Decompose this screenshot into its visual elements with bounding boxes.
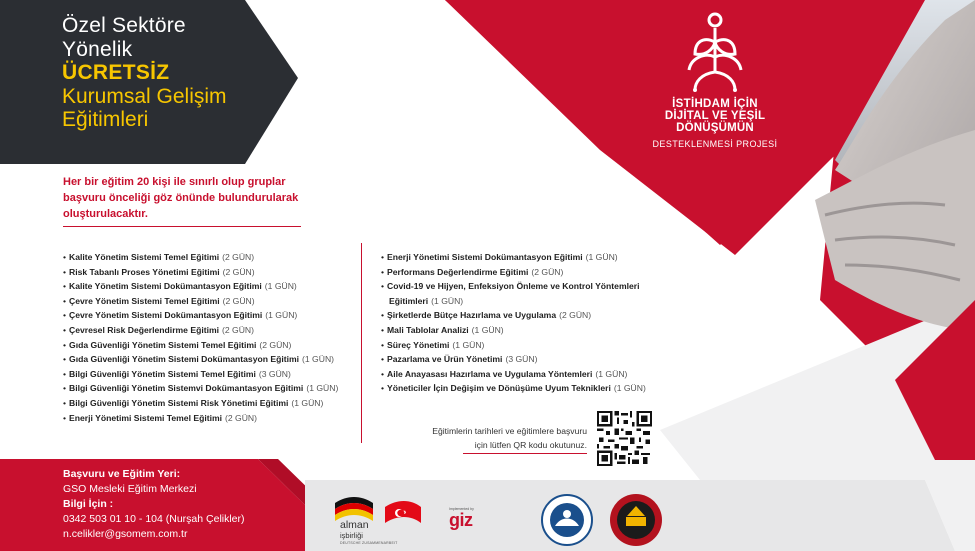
course-item: • Risk Tabanlı Proses Yönetimi Eğitimi (2 GÜN) bbox=[63, 266, 255, 277]
gso-seal-icon bbox=[609, 493, 663, 547]
course-item: • Gıda Güvenliği Yönetim Sistemi Dokümantasyon Eğitimi (1 GÜN) bbox=[63, 354, 335, 365]
project-logo-line-3: DESTEKLENMESİ PROJESİ bbox=[652, 139, 778, 149]
hero-line-4: Eğitimleri bbox=[62, 108, 149, 131]
mem-seal-icon bbox=[541, 494, 593, 546]
column-divider bbox=[361, 243, 362, 443]
course-item: • Aile Anayasası Hazırlama ve Uygulama Yöntemleri (1 GÜN) bbox=[381, 368, 628, 379]
contact-place-label: Başvuru ve Eğitim Yeri: bbox=[63, 468, 181, 480]
course-item: • Kalite Yönetim Sistemi Dokümantasyon Eğitimi (1 GÜN) bbox=[63, 281, 297, 292]
giz-implemented-by: Implemented by bbox=[449, 507, 474, 511]
hero-line-2: Yönelik bbox=[62, 37, 133, 61]
course-item: • Gıda Güvenliği Yönetim Sistemi Temel Eğitimi (2 GÜN) bbox=[63, 339, 292, 350]
project-logo bbox=[630, 12, 800, 149]
hero-line-3: Kurumsal Gelişim bbox=[62, 84, 227, 108]
course-item: • Bilgi Güvenliği Yönetim Sistemvi Dokümantasyon Eğitimi (1 GÜN) bbox=[63, 383, 339, 394]
hands-photo bbox=[795, 0, 975, 551]
qr-note-line-1: Eğitimlerin tarihleri ve eğitimlere başvuru bbox=[432, 426, 587, 436]
course-item: • Şirketlerde Bütçe Hazırlama ve Uygulama (2 GÜN) bbox=[381, 310, 592, 321]
course-item: • Kalite Yönetim Sistemi Temel Eğitimi (2 GÜN) bbox=[63, 252, 255, 262]
course-item: • Bilgi Güvenliği Yönetim Sistemi Temel Eğitimi (3 GÜN) bbox=[63, 368, 291, 379]
hero-title bbox=[62, 14, 292, 132]
contact-place: GSO Mesleki Eğitim Merkezi bbox=[63, 483, 197, 495]
qr-note-line-2: için lütfen QR kodu okutunuz. bbox=[474, 440, 587, 450]
contact-phone[interactable]: 0342 503 01 10 - 104 (Nurşah Çelikler) bbox=[63, 513, 245, 525]
qr-code-icon[interactable] bbox=[597, 411, 652, 466]
course-item: • Enerji Yönetimi Sistemi Temel Eğitimi (2 GÜN) bbox=[63, 412, 257, 423]
course-item: • Bilgi Güvenliği Yönetim Sistemi Risk Yönetimi Eğitimi (1 GÜN) bbox=[63, 397, 324, 408]
course-item-continuation: Eğitimleri (1 GÜN) bbox=[389, 295, 464, 306]
project-logo-line-1: İSTİHDAM İÇİN bbox=[672, 98, 758, 110]
contact-block bbox=[63, 467, 303, 542]
alman-line-1: alman bbox=[340, 519, 369, 531]
course-item: • Covid-19 ve Hijyen, Enfeksiyon Önleme ve Kontrol Yöntemleri bbox=[381, 281, 640, 292]
giz-logo bbox=[449, 507, 529, 530]
course-item: • Enerji Yönetimi Sistemi Dokümantasyon Eğitimi (1 GÜN) bbox=[381, 252, 618, 262]
course-item: • Pazarlama ve Ürün Yönetimi (3 GÜN) bbox=[381, 354, 538, 365]
qr-note-underline bbox=[463, 453, 587, 454]
intro-line-2: başvuru önceliği göz önünde bulundurularak bbox=[63, 192, 299, 204]
alman-line-3: DEUTSCHE ZUSAMMENARBEIT bbox=[340, 541, 398, 545]
course-item: • Çevresel Risk Değerlendirme Eğitimi (2 GÜN) bbox=[63, 324, 254, 335]
course-list-right bbox=[381, 250, 691, 396]
alman-line-2: işbirliği bbox=[340, 531, 363, 540]
course-item: • Çevre Yönetim Sistemi Dokümantasyon Eğitimi (1 GÜN) bbox=[63, 310, 298, 321]
tree-circuit-logo-icon bbox=[685, 12, 745, 92]
course-item: • Yöneticiler İçin Değişim ve Dönüşüme Uyum Teknikleri (1 GÜN) bbox=[381, 383, 646, 394]
course-list-left bbox=[63, 250, 363, 425]
qr-note bbox=[402, 424, 587, 452]
hero-line-1: Özel Sektöre bbox=[62, 14, 186, 37]
intro-line-3: oluşturulacaktır. bbox=[63, 208, 148, 220]
giz-wordmark: giz bbox=[449, 510, 473, 530]
course-item: • Mali Tablolar Analizi (1 GÜN) bbox=[381, 324, 504, 335]
course-item: • Performans Değerlendirme Eğitimi (2 GÜN) bbox=[381, 266, 564, 277]
contact-email[interactable]: n.celikler@gsomem.com.tr bbox=[63, 528, 188, 540]
hero-free-label: ÜCRETSİZ bbox=[62, 61, 170, 84]
german-cooperation-logo bbox=[340, 520, 420, 546]
course-item: • Çevre Yönetim Sistemi Temel Eğitimi (2 GÜN) bbox=[63, 295, 255, 306]
course-item: • Süreç Yönetimi (1 GÜN) bbox=[381, 339, 485, 350]
intro-text bbox=[63, 174, 313, 222]
intro-line-1: Her bir eğitim 20 kişi ile sınırlı olup gruplar bbox=[63, 176, 286, 188]
intro-underline bbox=[63, 226, 301, 227]
project-logo-line-2: DİJİTAL VE YEŞİL DÖNÜŞÜMÜN bbox=[664, 110, 766, 134]
contact-info-label: Bilgi İçin : bbox=[63, 498, 114, 510]
